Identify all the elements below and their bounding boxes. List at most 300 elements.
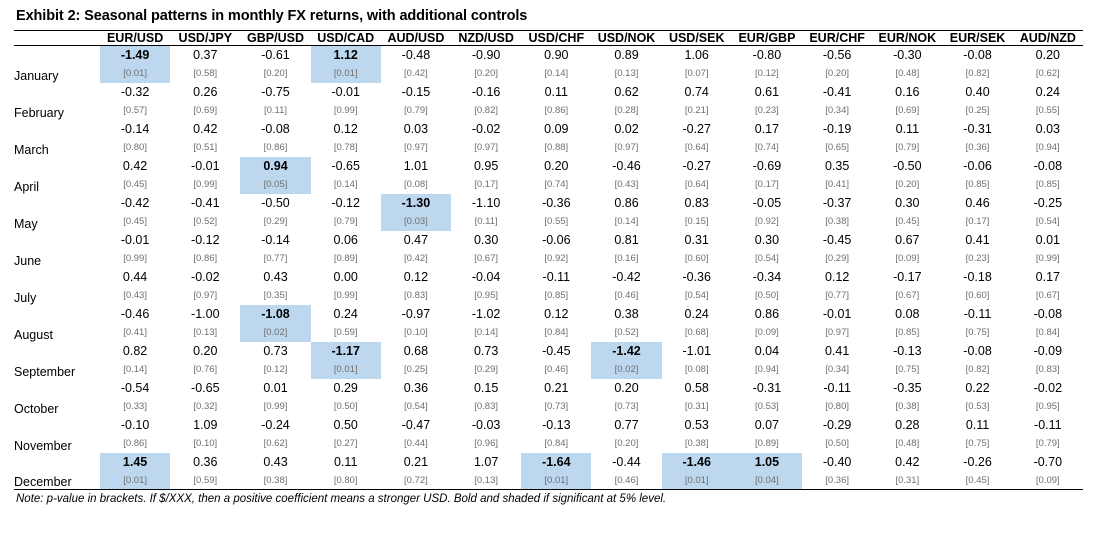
pvalue-cell: [0.82] bbox=[965, 68, 990, 79]
column-header-eur-sek: EUR/SEK bbox=[942, 31, 1012, 46]
table-row-pvalues bbox=[14, 361, 1083, 379]
coefficient-cell: -0.65 bbox=[191, 381, 220, 395]
coefficient-cell: 0.15 bbox=[473, 381, 499, 395]
pvalue-cell: [0.59] bbox=[170, 472, 240, 490]
pvalue-cell: [0.20] bbox=[825, 68, 850, 79]
coefficient-cell: 0.61 bbox=[754, 85, 780, 99]
coefficient-cell: 0.77 bbox=[614, 418, 639, 432]
coefficient-cell: 0.94 bbox=[240, 157, 310, 176]
coefficient-cell: 0.16 bbox=[895, 85, 920, 99]
pvalue-cell: [0.09] bbox=[755, 327, 779, 338]
coefficient-cell: -0.16 bbox=[471, 85, 501, 99]
coefficient-cell: -0.34 bbox=[752, 270, 782, 284]
coefficient-cell: 0.02 bbox=[614, 122, 639, 136]
coefficient-cell: 0.82 bbox=[122, 344, 148, 358]
pvalue-cell: [0.79] bbox=[404, 105, 428, 116]
pvalue-cell: [0.75] bbox=[965, 438, 990, 449]
pvalue-cell: [0.99] bbox=[263, 401, 288, 412]
pvalue-cell: [0.42] bbox=[404, 253, 428, 264]
pvalue-cell: [0.12] bbox=[263, 364, 288, 375]
pvalue-cell: [0.50] bbox=[755, 290, 779, 301]
coefficient-cell: 0.83 bbox=[684, 196, 709, 210]
coefficient-cell: -1.49 bbox=[100, 46, 170, 65]
coefficient-cell: 0.89 bbox=[614, 48, 639, 63]
coefficient-cell: -0.14 bbox=[261, 233, 290, 247]
coefficient-cell: -0.40 bbox=[822, 455, 852, 469]
pvalue-cell: [0.32] bbox=[193, 401, 218, 412]
coefficient-cell: 0.67 bbox=[895, 233, 920, 247]
coefficient-cell: 1.06 bbox=[684, 48, 709, 63]
coefficient-cell: 0.01 bbox=[263, 381, 288, 395]
pvalue-cell: [0.67] bbox=[474, 253, 498, 264]
coefficient-cell: -0.11 bbox=[542, 270, 571, 284]
coefficient-cell: -0.48 bbox=[401, 48, 431, 63]
pvalue-cell: [0.46] bbox=[614, 290, 639, 301]
pvalue-cell: [0.96] bbox=[474, 438, 498, 449]
fx-seasonality-table bbox=[14, 30, 1083, 490]
coefficient-cell: -1.00 bbox=[191, 307, 220, 321]
coefficient-cell: -0.12 bbox=[331, 196, 360, 210]
pvalue-cell: [0.84] bbox=[1035, 327, 1060, 338]
pvalue-cell: [0.31] bbox=[684, 401, 709, 412]
pvalue-cell: [0.50] bbox=[333, 401, 358, 412]
pvalue-cell: [0.52] bbox=[614, 327, 639, 338]
column-header-usd-jpy: USD/JPY bbox=[170, 31, 240, 46]
coefficient-cell: -0.19 bbox=[822, 122, 852, 136]
column-header-gbp-usd: GBP/USD bbox=[240, 31, 310, 46]
pvalue-cell: [0.46] bbox=[591, 472, 661, 490]
pvalue-cell: [0.58] bbox=[193, 68, 218, 79]
pvalue-cell: [0.45] bbox=[123, 216, 147, 227]
column-header-usd-chf: USD/CHF bbox=[521, 31, 591, 46]
table-row-pvalues bbox=[14, 287, 1083, 305]
coefficient-cell: -0.26 bbox=[963, 455, 992, 469]
pvalue-cell: [0.78] bbox=[333, 142, 358, 153]
coefficient-cell: 0.22 bbox=[965, 381, 990, 395]
coefficient-cell: 0.36 bbox=[403, 381, 429, 395]
coefficient-cell: -0.27 bbox=[682, 122, 711, 136]
coefficient-cell: 0.73 bbox=[473, 344, 499, 358]
pvalue-cell: [0.33] bbox=[123, 401, 147, 412]
column-header-usd-cad: USD/CAD bbox=[311, 31, 381, 46]
table-row bbox=[14, 231, 1083, 250]
row-label-month: October bbox=[14, 401, 59, 416]
pvalue-cell: [0.23] bbox=[965, 253, 990, 264]
coefficient-cell: 0.03 bbox=[1035, 122, 1060, 136]
pvalue-cell: [0.54] bbox=[684, 290, 709, 301]
pvalue-cell: [0.74] bbox=[544, 179, 569, 190]
pvalue-cell: [0.36] bbox=[965, 142, 990, 153]
coefficient-cell: -0.08 bbox=[963, 344, 992, 358]
pvalue-cell: [0.14] bbox=[474, 327, 498, 338]
coefficient-cell: 0.11 bbox=[895, 122, 920, 136]
pvalue-cell: [0.29] bbox=[474, 364, 498, 375]
pvalue-cell: [0.85] bbox=[895, 327, 920, 338]
coefficient-cell: 0.29 bbox=[333, 381, 358, 395]
pvalue-cell: [0.41] bbox=[825, 179, 850, 190]
coefficient-cell: 0.37 bbox=[193, 48, 218, 63]
pvalue-cell: [0.01] bbox=[100, 472, 170, 490]
pvalue-cell: [0.25] bbox=[404, 364, 428, 375]
pvalue-cell: [0.10] bbox=[193, 438, 218, 449]
pvalue-cell: [0.95] bbox=[474, 290, 498, 301]
coefficient-cell: -0.02 bbox=[1033, 381, 1063, 395]
coefficient-cell: 1.12 bbox=[311, 46, 381, 65]
pvalue-cell: [0.53] bbox=[965, 401, 990, 412]
coefficient-cell: 0.09 bbox=[544, 122, 569, 136]
coefficient-cell: 0.06 bbox=[333, 233, 358, 247]
coefficient-cell: 0.24 bbox=[1035, 85, 1060, 99]
pvalue-cell: [0.79] bbox=[895, 142, 920, 153]
table-row bbox=[14, 305, 1083, 324]
pvalue-cell: [0.44] bbox=[404, 438, 428, 449]
pvalue-cell: [0.64] bbox=[684, 179, 709, 190]
pvalue-cell: [0.77] bbox=[263, 253, 288, 264]
pvalue-cell: [0.84] bbox=[544, 438, 569, 449]
pvalue-cell: [0.97] bbox=[193, 290, 218, 301]
pvalue-cell: [0.97] bbox=[404, 142, 428, 153]
coefficient-cell: -0.12 bbox=[191, 233, 220, 247]
coefficient-cell: 0.86 bbox=[754, 307, 780, 321]
coefficient-cell: -0.90 bbox=[471, 48, 501, 63]
pvalue-cell: [0.97] bbox=[614, 142, 639, 153]
pvalue-cell: [0.75] bbox=[965, 327, 990, 338]
table-row-pvalues bbox=[14, 250, 1083, 268]
pvalue-cell: [0.99] bbox=[333, 290, 358, 301]
pvalue-cell: [0.60] bbox=[965, 290, 990, 301]
table-note: Note: p-value in brackets. If $/XXX, then a positive coefficient means a stronger USD. Bold and shaded if significant at 5% level. bbox=[16, 493, 667, 505]
coefficient-cell: 0.17 bbox=[754, 122, 780, 136]
coefficient-cell: 0.11 bbox=[334, 455, 358, 469]
coefficient-cell: -0.29 bbox=[822, 418, 852, 432]
coefficient-cell: 0.24 bbox=[333, 307, 358, 321]
coefficient-cell: -0.35 bbox=[893, 381, 922, 395]
pvalue-cell: [0.03] bbox=[381, 213, 451, 231]
pvalue-cell: [0.43] bbox=[123, 290, 147, 301]
coefficient-cell: 0.30 bbox=[473, 233, 499, 247]
pvalue-cell: [0.13] bbox=[193, 327, 218, 338]
coefficient-cell: 0.26 bbox=[193, 85, 218, 99]
pvalue-cell: [0.85] bbox=[965, 179, 990, 190]
pvalue-cell: [0.20] bbox=[263, 68, 288, 79]
coefficient-cell: -1.30 bbox=[381, 194, 451, 213]
table-row bbox=[14, 342, 1083, 361]
coefficient-cell: -0.31 bbox=[963, 122, 992, 136]
column-header-eur-usd: EUR/USD bbox=[100, 31, 170, 46]
pvalue-cell: [0.45] bbox=[123, 179, 147, 190]
coefficient-cell: 0.03 bbox=[403, 122, 429, 136]
pvalue-cell: [0.09] bbox=[895, 253, 920, 264]
row-label-month: November bbox=[14, 438, 72, 453]
pvalue-cell: [0.48] bbox=[895, 68, 920, 79]
pvalue-cell: [0.09] bbox=[1013, 472, 1083, 490]
pvalue-cell: [0.11] bbox=[263, 105, 288, 116]
coefficient-cell: -1.17 bbox=[311, 342, 381, 361]
pvalue-cell: [0.72] bbox=[381, 472, 451, 490]
pvalue-cell: [0.94] bbox=[755, 364, 779, 375]
table-header-row bbox=[14, 31, 1083, 46]
pvalue-cell: [0.54] bbox=[404, 401, 428, 412]
pvalue-cell: [0.20] bbox=[614, 438, 639, 449]
coefficient-cell: 1.09 bbox=[193, 418, 218, 432]
coefficient-cell: 0.12 bbox=[824, 270, 850, 284]
coefficient-cell: 0.21 bbox=[403, 455, 429, 469]
pvalue-cell: [0.94] bbox=[1035, 142, 1060, 153]
pvalue-cell: [0.12] bbox=[755, 68, 779, 79]
coefficient-cell: -0.02 bbox=[191, 270, 220, 284]
coefficient-cell: -0.30 bbox=[893, 48, 922, 63]
pvalue-cell: [0.45] bbox=[895, 216, 920, 227]
coefficient-cell: -0.13 bbox=[893, 344, 922, 358]
coefficient-cell: -0.11 bbox=[823, 381, 851, 395]
coefficient-cell: -1.01 bbox=[682, 344, 711, 358]
pvalue-cell: [0.14] bbox=[333, 179, 358, 190]
column-header-aud-nzd: AUD/NZD bbox=[1013, 31, 1083, 46]
pvalue-cell: [0.13] bbox=[451, 472, 521, 490]
coefficient-cell: 0.74 bbox=[684, 85, 709, 99]
pvalue-cell: [0.01] bbox=[662, 472, 732, 490]
table-row bbox=[14, 194, 1083, 213]
coefficient-cell: 0.20 bbox=[1035, 48, 1060, 63]
table-row bbox=[14, 157, 1083, 176]
pvalue-cell: [0.29] bbox=[263, 216, 288, 227]
pvalue-cell: [0.73] bbox=[544, 401, 569, 412]
pvalue-cell: [0.38] bbox=[825, 216, 850, 227]
pvalue-cell: [0.34] bbox=[825, 105, 850, 116]
coefficient-cell: -0.47 bbox=[401, 418, 431, 432]
pvalue-cell: [0.79] bbox=[1035, 438, 1060, 449]
pvalue-cell: [0.25] bbox=[965, 105, 990, 116]
pvalue-cell: [0.83] bbox=[474, 401, 498, 412]
pvalue-cell: [0.46] bbox=[544, 364, 569, 375]
coefficient-cell: -0.08 bbox=[963, 48, 992, 63]
coefficient-cell: -0.56 bbox=[822, 48, 852, 63]
table-row-pvalues bbox=[14, 213, 1083, 231]
table-row-pvalues bbox=[14, 176, 1083, 194]
table-row-pvalues bbox=[14, 324, 1083, 342]
pvalue-cell: [0.01] bbox=[311, 65, 381, 83]
pvalue-cell: [0.80] bbox=[311, 472, 381, 490]
pvalue-cell: [0.17] bbox=[474, 179, 498, 190]
coefficient-cell: -0.11 bbox=[963, 307, 992, 321]
pvalue-cell: [0.42] bbox=[404, 68, 428, 79]
coefficient-cell: 0.00 bbox=[333, 270, 358, 284]
coefficient-cell: -0.50 bbox=[261, 196, 290, 210]
coefficient-cell: -0.03 bbox=[471, 418, 501, 432]
pvalue-cell: [0.86] bbox=[193, 253, 218, 264]
pvalue-cell: [0.88] bbox=[544, 142, 569, 153]
coefficient-cell: -0.36 bbox=[682, 270, 711, 284]
pvalue-cell: [0.02] bbox=[591, 361, 661, 379]
pvalue-cell: [0.83] bbox=[404, 290, 428, 301]
coefficient-cell: -0.01 bbox=[331, 85, 360, 99]
coefficient-cell: -1.10 bbox=[471, 196, 501, 210]
table-row bbox=[14, 83, 1083, 102]
pvalue-cell: [0.41] bbox=[123, 327, 147, 338]
coefficient-cell: -0.46 bbox=[612, 159, 641, 173]
row-label-month: March bbox=[14, 142, 49, 157]
table-body bbox=[14, 46, 1083, 490]
pvalue-cell: [0.13] bbox=[614, 68, 639, 79]
coefficient-cell: -0.50 bbox=[893, 159, 922, 173]
pvalue-cell: [0.59] bbox=[333, 327, 358, 338]
coefficient-cell: 0.30 bbox=[895, 196, 920, 210]
coefficient-cell: -0.69 bbox=[752, 159, 782, 173]
pvalue-cell: [0.38] bbox=[684, 438, 709, 449]
coefficient-cell: -0.45 bbox=[822, 233, 852, 247]
coefficient-cell: -0.61 bbox=[261, 48, 290, 63]
pvalue-cell: [0.01] bbox=[311, 361, 381, 379]
coefficient-cell: -1.08 bbox=[240, 305, 310, 324]
row-label-month: April bbox=[14, 179, 40, 194]
coefficient-cell: 0.68 bbox=[403, 344, 429, 358]
coefficient-cell: 0.28 bbox=[895, 418, 920, 432]
pvalue-cell: [0.31] bbox=[872, 472, 942, 490]
coefficient-cell: 1.01 bbox=[403, 159, 429, 173]
coefficient-cell: -1.42 bbox=[591, 342, 661, 361]
coefficient-cell: 1.07 bbox=[473, 455, 499, 469]
coefficient-cell: -0.05 bbox=[752, 196, 782, 210]
pvalue-cell: [0.04] bbox=[732, 472, 802, 490]
coefficient-cell: -0.08 bbox=[1033, 307, 1063, 321]
pvalue-cell: [0.97] bbox=[474, 142, 498, 153]
coefficient-cell: -1.46 bbox=[662, 453, 732, 472]
page-title: Exhibit 2: Seasonal patterns in monthly FX returns, with additional controls bbox=[16, 8, 528, 24]
coefficient-cell: -0.01 bbox=[822, 307, 852, 321]
row-label-month: December bbox=[14, 453, 100, 490]
coefficient-cell: 0.40 bbox=[965, 85, 990, 99]
column-header-eur-nok: EUR/NOK bbox=[872, 31, 942, 46]
table-row bbox=[14, 416, 1083, 435]
pvalue-cell: [0.77] bbox=[825, 290, 850, 301]
coefficient-cell: -0.24 bbox=[261, 418, 290, 432]
coefficient-cell: -0.09 bbox=[1033, 344, 1063, 358]
coefficient-cell: 0.46 bbox=[965, 196, 990, 210]
coefficient-cell: 0.53 bbox=[684, 418, 709, 432]
pvalue-cell: [0.14] bbox=[544, 68, 569, 79]
pvalue-cell: [0.15] bbox=[684, 216, 709, 227]
pvalue-cell: [0.74] bbox=[755, 142, 779, 153]
coefficient-cell: 0.11 bbox=[544, 85, 569, 99]
pvalue-cell: [0.86] bbox=[123, 438, 147, 449]
coefficient-cell: -0.97 bbox=[401, 307, 431, 321]
pvalue-cell: [0.16] bbox=[614, 253, 639, 264]
coefficient-cell: 0.62 bbox=[614, 85, 639, 99]
coefficient-cell: -0.06 bbox=[542, 233, 571, 247]
coefficient-cell: -1.02 bbox=[471, 307, 501, 321]
coefficient-cell: -0.25 bbox=[1033, 196, 1063, 210]
pvalue-cell: [0.43] bbox=[614, 179, 639, 190]
coefficient-cell: -0.41 bbox=[822, 85, 852, 99]
table-head bbox=[14, 31, 1083, 46]
table-row-pvalues bbox=[14, 435, 1083, 453]
coefficient-cell: -0.08 bbox=[261, 122, 290, 136]
pvalue-cell: [0.38] bbox=[895, 401, 920, 412]
coefficient-cell: 0.36 bbox=[193, 455, 218, 469]
coefficient-cell: -0.04 bbox=[471, 270, 501, 284]
pvalue-cell: [0.10] bbox=[404, 327, 428, 338]
pvalue-cell: [0.76] bbox=[193, 364, 218, 375]
pvalue-cell: [0.53] bbox=[755, 401, 779, 412]
row-label-month: August bbox=[14, 327, 53, 342]
coefficient-cell: 1.05 bbox=[732, 453, 802, 472]
coefficient-cell: 0.12 bbox=[333, 122, 358, 136]
coefficient-cell: 0.24 bbox=[684, 307, 709, 321]
pvalue-cell: [0.92] bbox=[755, 216, 779, 227]
coefficient-cell: -0.14 bbox=[120, 122, 150, 136]
pvalue-cell: [0.82] bbox=[474, 105, 498, 116]
pvalue-cell: [0.97] bbox=[825, 327, 850, 338]
coefficient-cell: 0.47 bbox=[403, 233, 429, 247]
coefficient-cell: 0.20 bbox=[193, 344, 218, 358]
pvalue-cell: [0.48] bbox=[895, 438, 920, 449]
table-row-pvalues bbox=[14, 139, 1083, 157]
pvalue-cell: [0.69] bbox=[193, 105, 218, 116]
column-header-eur-chf: EUR/CHF bbox=[802, 31, 872, 46]
coefficient-cell: 0.21 bbox=[544, 381, 569, 395]
coefficient-cell: -0.46 bbox=[120, 307, 150, 321]
pvalue-cell: [0.28] bbox=[614, 105, 639, 116]
coefficient-cell: 0.20 bbox=[544, 159, 569, 173]
pvalue-cell: [0.55] bbox=[544, 216, 569, 227]
pvalue-cell: [0.62] bbox=[263, 438, 288, 449]
pvalue-cell: [0.75] bbox=[895, 364, 920, 375]
pvalue-cell: [0.14] bbox=[614, 216, 639, 227]
pvalue-cell: [0.67] bbox=[1035, 290, 1060, 301]
table-row-pvalues bbox=[14, 472, 1083, 490]
coefficient-cell: 0.44 bbox=[122, 270, 148, 284]
pvalue-cell: [0.17] bbox=[755, 179, 779, 190]
row-label-month: July bbox=[14, 290, 37, 305]
coefficient-cell: -0.65 bbox=[331, 159, 360, 173]
coefficient-cell: -0.37 bbox=[822, 196, 852, 210]
coefficient-cell: 0.20 bbox=[614, 381, 639, 395]
pvalue-cell: [0.23] bbox=[755, 105, 779, 116]
pvalue-cell: [0.27] bbox=[333, 438, 358, 449]
pvalue-cell: [0.89] bbox=[755, 438, 779, 449]
pvalue-cell: [0.65] bbox=[825, 142, 850, 153]
coefficient-cell: -0.01 bbox=[120, 233, 150, 247]
coefficient-cell: 0.86 bbox=[614, 196, 639, 210]
pvalue-cell: [0.20] bbox=[895, 179, 920, 190]
row-label-month: May bbox=[14, 216, 38, 231]
coefficient-cell: -0.44 bbox=[612, 455, 641, 469]
pvalue-cell: [0.08] bbox=[684, 364, 709, 375]
coefficient-cell: 1.45 bbox=[100, 453, 170, 472]
pvalue-cell: [0.99] bbox=[333, 105, 358, 116]
pvalue-cell: [0.69] bbox=[895, 105, 920, 116]
pvalue-cell: [0.29] bbox=[825, 253, 850, 264]
coefficient-cell: -0.13 bbox=[542, 418, 571, 432]
coefficient-cell: -0.31 bbox=[752, 381, 782, 395]
coefficient-cell: -0.70 bbox=[1033, 455, 1063, 469]
coefficient-cell: 0.90 bbox=[544, 48, 569, 63]
pvalue-cell: [0.20] bbox=[474, 68, 498, 79]
pvalue-cell: [0.62] bbox=[1035, 68, 1060, 79]
coefficient-cell: 0.04 bbox=[754, 344, 780, 358]
column-header-aud-usd: AUD/USD bbox=[381, 31, 451, 46]
pvalue-cell: [0.73] bbox=[614, 401, 639, 412]
table-row-pvalues bbox=[14, 65, 1083, 83]
pvalue-cell: [0.99] bbox=[1035, 253, 1060, 264]
pvalue-cell: [0.54] bbox=[755, 253, 779, 264]
column-header-usd-nok: USD/NOK bbox=[591, 31, 661, 46]
column-header-eur-gbp: EUR/GBP bbox=[732, 31, 802, 46]
coefficient-cell: 0.08 bbox=[895, 307, 920, 321]
coefficient-cell: -0.01 bbox=[191, 159, 220, 173]
coefficient-cell: 0.12 bbox=[403, 270, 429, 284]
pvalue-cell: [0.05] bbox=[240, 176, 310, 194]
